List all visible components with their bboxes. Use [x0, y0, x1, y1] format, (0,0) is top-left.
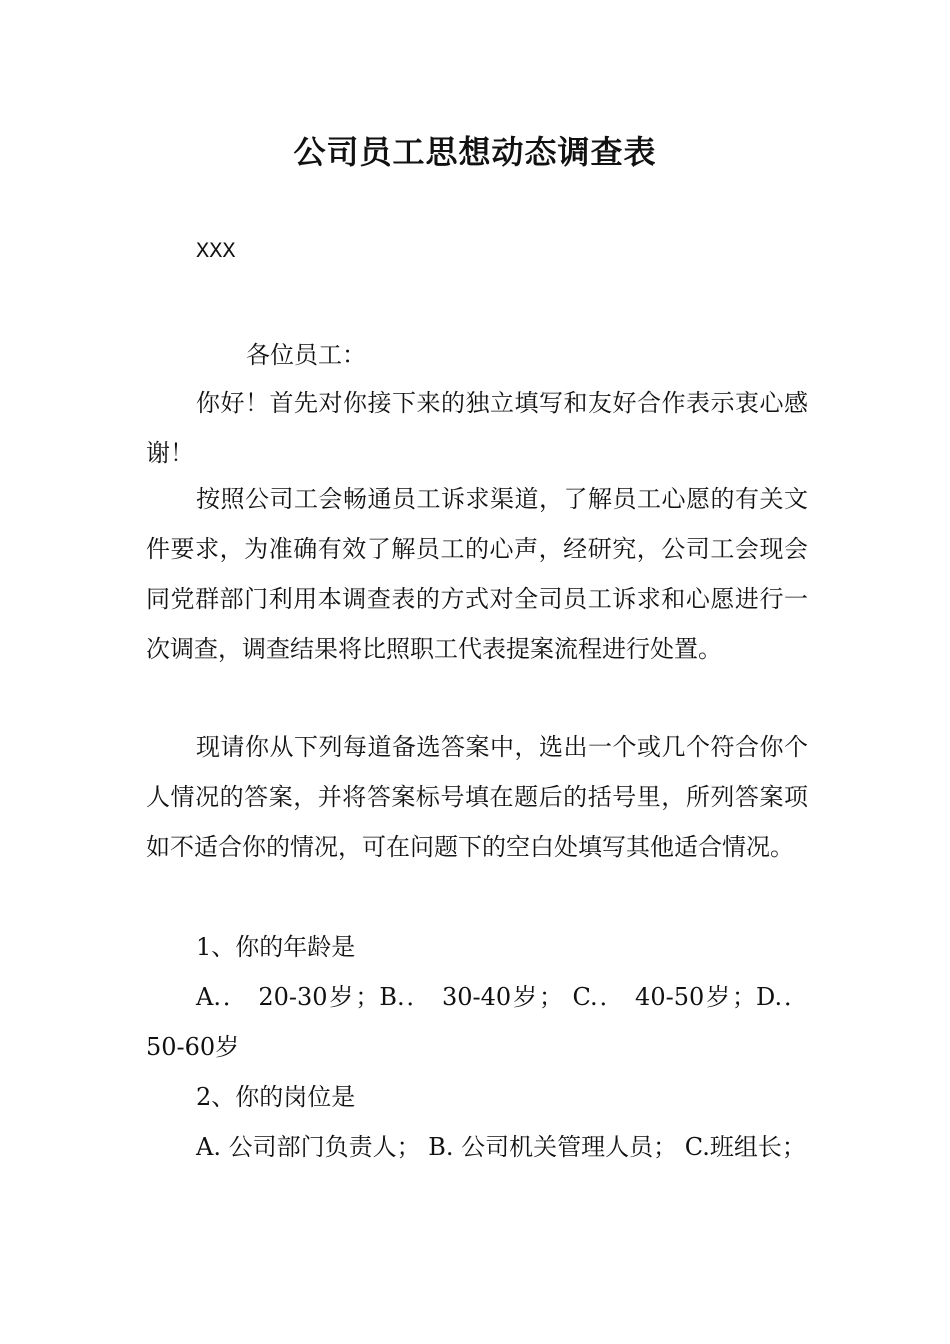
question-1-options: A.． 20-30岁；B.． 30-40岁； C.． 40-50岁；D.． 50-60岁: [146, 983, 808, 1061]
paragraph-thanks: 你好！首先对你接下来的独立填写和友好合作表示衷心感谢！: [146, 389, 808, 467]
question-1: 1、你的年龄是: [196, 933, 356, 961]
document-title: 公司员工思想动态调查表: [293, 133, 657, 171]
greeting-line: 各位员工：: [246, 341, 366, 369]
paragraph-instructions: 现请你从下列每道备选答案中，选出一个或几个符合你个人情况的答案，并将答案标号填在题后的括号里，所列答案项如不适合你的情况，可在问题下的空白处填写其他适合情况。: [146, 733, 808, 861]
question-2-options: A. 公司部门负责人； B. 公司机关管理人员； C.班组长；: [196, 1133, 806, 1161]
author-name: XXX: [196, 239, 236, 264]
paragraph-purpose: 按照公司工会畅通员工诉求渠道，了解员工心愿的有关文件要求，为准确有效了解员工的心声，经研究，公司工会现会同党群部门利用本调查表的方式对全司员工诉求和心愿进行一次调查，调查结果将比照职工代表提案流程进行处置。: [146, 485, 808, 663]
question-2: 2、你的岗位是: [196, 1083, 356, 1111]
